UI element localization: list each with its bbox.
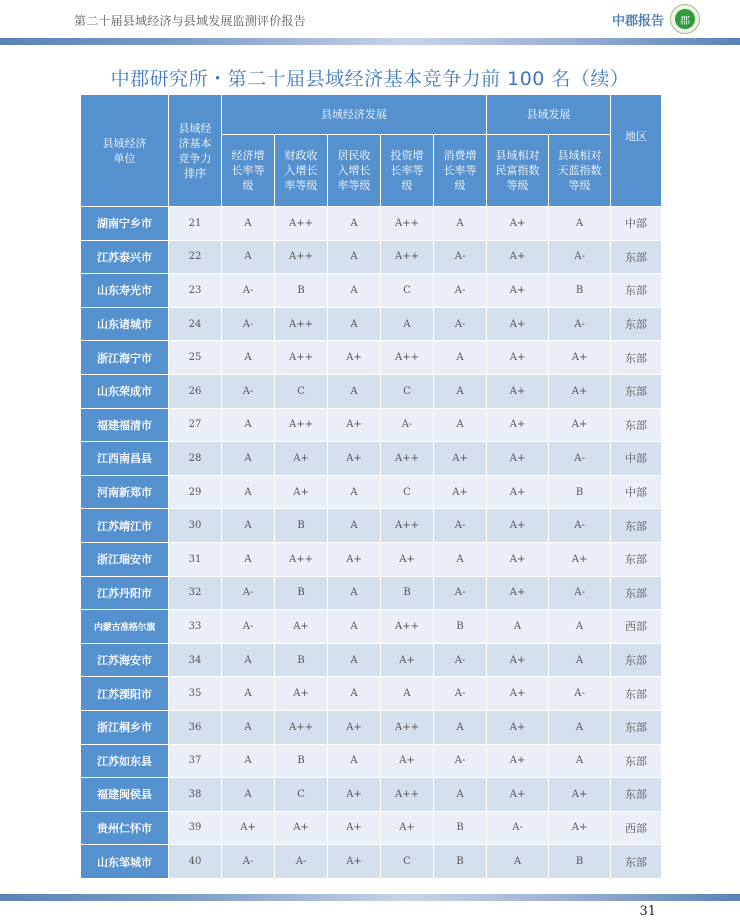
rank-cell: 29 (169, 475, 222, 509)
grade-cell: A (222, 778, 275, 812)
col-header-region: 地区 (611, 95, 662, 207)
county-name: 山东寿光市 (81, 274, 169, 308)
grade-cell: A- (222, 374, 275, 408)
county-name: 浙江瑞安市 (81, 542, 169, 576)
county-name: 福建闽侯县 (81, 778, 169, 812)
page-number: 31 (639, 904, 656, 919)
region-cell: 东部 (611, 408, 662, 442)
col-header-label: 县域相对天蓝指数等级 (557, 149, 602, 192)
grade-cell: A++ (275, 408, 328, 442)
county-name: 江苏溧阳市 (81, 677, 169, 711)
grade-cell: A- (549, 240, 611, 274)
region-cell: 东部 (611, 240, 662, 274)
grade-cell: A (434, 710, 487, 744)
region-cell: 中部 (611, 442, 662, 476)
rank-cell: 27 (169, 408, 222, 442)
grade-cell: A- (549, 307, 611, 341)
region-cell: 东部 (611, 576, 662, 610)
grade-cell: A++ (381, 710, 434, 744)
table-row (81, 374, 662, 408)
grade-cell: A+ (487, 442, 549, 476)
col-header-label: 财政收入增长率等级 (284, 149, 318, 192)
grade-cell: A (222, 442, 275, 476)
report-series-title: 第二十届县域经济与县域发展监测评价报告 (74, 14, 306, 28)
table-row (81, 576, 662, 610)
grade-cell: A+ (549, 778, 611, 812)
grade-cell: A+ (328, 845, 381, 879)
grade-cell: A- (222, 274, 275, 308)
table-row (81, 442, 662, 476)
grade-cell: A++ (275, 542, 328, 576)
grade-cell: A (328, 643, 381, 677)
grade-cell: A (222, 408, 275, 442)
grade-cell: A (328, 475, 381, 509)
grade-cell: A+ (549, 374, 611, 408)
table-row (81, 408, 662, 442)
ranking-table (80, 94, 662, 879)
region-cell: 东部 (611, 274, 662, 308)
grade-cell: A++ (381, 207, 434, 241)
grade-cell: A+ (328, 811, 381, 845)
grade-cell: A- (434, 576, 487, 610)
grade-cell: A (328, 207, 381, 241)
page-title: 中郡研究所・第二十届县域经济基本竞争力前 100 名（续） (110, 68, 630, 90)
grade-cell: C (275, 374, 328, 408)
county-name: 湖南宁乡市 (81, 207, 169, 241)
brand (612, 4, 700, 34)
region-cell: 东部 (611, 845, 662, 879)
grade-cell: A (328, 274, 381, 308)
grade-cell: A+ (549, 811, 611, 845)
col-header-consumption-growth (434, 135, 487, 207)
grade-cell: A+ (328, 442, 381, 476)
table-row (81, 542, 662, 576)
grade-cell: A+ (381, 643, 434, 677)
col-header-economic-growth (222, 135, 275, 207)
grade-cell: A- (275, 845, 328, 879)
grade-cell: A+ (275, 677, 328, 711)
grade-cell: A+ (487, 475, 549, 509)
grade-cell: A (487, 610, 549, 644)
grade-cell: A+ (549, 542, 611, 576)
grade-cell: A+ (222, 811, 275, 845)
rank-cell: 23 (169, 274, 222, 308)
region-cell: 东部 (611, 307, 662, 341)
grade-cell: A- (222, 307, 275, 341)
grade-cell: A+ (487, 374, 549, 408)
table-row (81, 274, 662, 308)
grade-cell: A+ (275, 811, 328, 845)
grade-cell: B (434, 811, 487, 845)
rank-cell: 24 (169, 307, 222, 341)
grade-cell: C (381, 374, 434, 408)
grade-cell: A (222, 710, 275, 744)
col-header-rank-label: 县域经济基本竞争力排序 (178, 121, 212, 180)
county-name: 福建福清市 (81, 408, 169, 442)
table-row (81, 710, 662, 744)
grade-cell: A+ (275, 475, 328, 509)
grade-cell: A (222, 341, 275, 375)
county-name: 河南新郑市 (81, 475, 169, 509)
region-cell: 东部 (611, 374, 662, 408)
grade-cell: A (328, 240, 381, 274)
grade-cell: A+ (487, 240, 549, 274)
grade-cell: A+ (487, 677, 549, 711)
region-cell: 东部 (611, 778, 662, 812)
region-cell: 中部 (611, 207, 662, 241)
grade-cell: A (222, 207, 275, 241)
grade-cell: A (222, 643, 275, 677)
grade-cell: A+ (275, 442, 328, 476)
county-name: 江苏泰兴市 (81, 240, 169, 274)
group-header-economy: 县域经济发展 (222, 95, 487, 135)
grade-cell: A (328, 307, 381, 341)
grade-cell: A- (549, 442, 611, 476)
zhongjun-seal-icon (670, 4, 700, 34)
grade-cell: B (275, 509, 328, 543)
grade-cell: A (381, 307, 434, 341)
grade-cell: A- (434, 274, 487, 308)
county-name: 山东邹城市 (81, 845, 169, 879)
grade-cell: A+ (487, 643, 549, 677)
grade-cell: A (549, 610, 611, 644)
group-header-development: 县域发展 (487, 95, 611, 135)
grade-cell: A- (222, 610, 275, 644)
rank-cell: 32 (169, 576, 222, 610)
grade-cell: A+ (487, 341, 549, 375)
rank-cell: 40 (169, 845, 222, 879)
grade-cell: A+ (328, 710, 381, 744)
grade-cell: A+ (434, 475, 487, 509)
grade-cell: A+ (381, 542, 434, 576)
grade-cell: A (434, 778, 487, 812)
grade-cell: A++ (275, 341, 328, 375)
col-header-income-growth (328, 135, 381, 207)
region-cell: 东部 (611, 710, 662, 744)
col-header-wealth-index (487, 135, 549, 207)
grade-cell: B (549, 274, 611, 308)
table-row (81, 677, 662, 711)
grade-cell: B (549, 845, 611, 879)
rank-cell: 35 (169, 677, 222, 711)
grade-cell: A (328, 509, 381, 543)
grade-cell: A (328, 677, 381, 711)
table-row (81, 811, 662, 845)
grade-cell: A (328, 374, 381, 408)
col-header-fiscal-growth (275, 135, 328, 207)
grade-cell: A++ (381, 442, 434, 476)
grade-cell: B (434, 610, 487, 644)
grade-cell: A+ (381, 811, 434, 845)
table-row (81, 845, 662, 879)
rank-cell: 34 (169, 643, 222, 677)
grade-cell: B (275, 744, 328, 778)
grade-cell: B (275, 643, 328, 677)
footer-divider (0, 894, 740, 901)
grade-cell: A (222, 744, 275, 778)
rank-cell: 33 (169, 610, 222, 644)
grade-cell: A (381, 677, 434, 711)
table-row (81, 240, 662, 274)
county-name: 浙江海宁市 (81, 341, 169, 375)
grade-cell: A+ (487, 744, 549, 778)
grade-cell: A- (434, 744, 487, 778)
col-header-label: 经济增长率等级 (231, 149, 265, 192)
grade-cell: A+ (487, 576, 549, 610)
grade-cell: A++ (275, 207, 328, 241)
county-name: 山东诸城市 (81, 307, 169, 341)
table-row (81, 744, 662, 778)
county-name: 内蒙古准格尔旗 (81, 610, 169, 644)
grade-cell: A- (434, 677, 487, 711)
county-name: 江西南昌县 (81, 442, 169, 476)
grade-cell: A (222, 475, 275, 509)
grade-cell: A- (381, 408, 434, 442)
grade-cell: A+ (275, 610, 328, 644)
grade-cell: A (487, 845, 549, 879)
grade-cell: A++ (381, 341, 434, 375)
region-cell: 中部 (611, 475, 662, 509)
grade-cell: A++ (381, 610, 434, 644)
grade-cell: A- (549, 576, 611, 610)
col-header-unit (81, 95, 169, 207)
grade-cell: C (381, 274, 434, 308)
rank-cell: 25 (169, 341, 222, 375)
grade-cell: A- (434, 643, 487, 677)
grade-cell: A++ (275, 307, 328, 341)
grade-cell: A+ (487, 542, 549, 576)
region-cell: 东部 (611, 542, 662, 576)
county-name: 浙江桐乡市 (81, 710, 169, 744)
table-row (81, 610, 662, 644)
grade-cell: B (275, 274, 328, 308)
grade-cell: A (434, 542, 487, 576)
grade-cell: A- (434, 307, 487, 341)
grade-cell: A+ (328, 778, 381, 812)
grade-cell: A+ (487, 509, 549, 543)
grade-cell: A+ (328, 341, 381, 375)
rank-cell: 30 (169, 509, 222, 543)
county-name: 江苏如东县 (81, 744, 169, 778)
county-name: 江苏靖江市 (81, 509, 169, 543)
grade-cell: B (275, 576, 328, 610)
table-row (81, 778, 662, 812)
grade-cell: A+ (487, 778, 549, 812)
col-header-unit-label: 县域经济单位 (102, 136, 147, 165)
table-row (81, 307, 662, 341)
col-header-label: 居民收入增长率等级 (337, 149, 371, 192)
grade-cell: A (549, 643, 611, 677)
grade-cell: A+ (328, 542, 381, 576)
grade-cell: C (275, 778, 328, 812)
grade-cell: A (222, 509, 275, 543)
grade-cell: A- (222, 845, 275, 879)
grade-cell: A (434, 408, 487, 442)
grade-cell: A+ (549, 341, 611, 375)
grade-cell: A++ (275, 710, 328, 744)
grade-cell: A (222, 542, 275, 576)
table-row (81, 341, 662, 375)
col-header-label: 消费增长率等级 (443, 149, 477, 192)
region-cell: 东部 (611, 744, 662, 778)
grade-cell: A+ (487, 274, 549, 308)
rank-cell: 39 (169, 811, 222, 845)
region-cell: 东部 (611, 509, 662, 543)
brand-name: 中郡报告 (611, 13, 664, 29)
grade-cell: A++ (275, 240, 328, 274)
region-cell: 东部 (611, 677, 662, 711)
grade-cell: A- (549, 677, 611, 711)
grade-cell: A- (222, 576, 275, 610)
table-row (81, 509, 662, 543)
grade-cell: A- (434, 509, 487, 543)
grade-cell: A- (549, 509, 611, 543)
region-cell: 西部 (611, 610, 662, 644)
grade-cell: A (434, 374, 487, 408)
col-header-rank (169, 95, 222, 207)
region-cell: 东部 (611, 341, 662, 375)
grade-cell: A (434, 207, 487, 241)
rank-cell: 26 (169, 374, 222, 408)
grade-cell: C (381, 845, 434, 879)
region-cell: 东部 (611, 643, 662, 677)
grade-cell: A+ (328, 408, 381, 442)
grade-cell: A (549, 744, 611, 778)
grade-cell: A (549, 710, 611, 744)
grade-cell: A (222, 240, 275, 274)
col-header-label: 县域相对民富指数等级 (495, 149, 540, 192)
table-row (81, 643, 662, 677)
grade-cell: A+ (487, 207, 549, 241)
county-name: 山东荣成市 (81, 374, 169, 408)
grade-cell: A+ (487, 408, 549, 442)
grade-cell: A- (434, 240, 487, 274)
grade-cell: C (381, 475, 434, 509)
rank-cell: 28 (169, 442, 222, 476)
grade-cell: A (222, 677, 275, 711)
rank-cell: 36 (169, 710, 222, 744)
grade-cell: A+ (487, 710, 549, 744)
grade-cell: A (328, 610, 381, 644)
grade-cell: A+ (434, 442, 487, 476)
grade-cell: B (381, 576, 434, 610)
grade-cell: A++ (381, 509, 434, 543)
rank-cell: 37 (169, 744, 222, 778)
grade-cell: A++ (381, 778, 434, 812)
seal-char: 郡 (675, 9, 695, 29)
rank-cell: 22 (169, 240, 222, 274)
grade-cell: A+ (549, 408, 611, 442)
county-name: 江苏丹阳市 (81, 576, 169, 610)
rank-cell: 38 (169, 778, 222, 812)
grade-cell: A++ (381, 240, 434, 274)
table-row (81, 475, 662, 509)
grade-cell: A+ (487, 307, 549, 341)
rank-cell: 21 (169, 207, 222, 241)
col-header-investment-growth (381, 135, 434, 207)
grade-cell: A+ (381, 744, 434, 778)
grade-cell: A (549, 207, 611, 241)
table-row (81, 207, 662, 241)
grade-cell: B (434, 845, 487, 879)
county-name: 江苏海安市 (81, 643, 169, 677)
grade-cell: B (549, 475, 611, 509)
col-header-label: 投资增长率等级 (390, 149, 424, 192)
county-name: 贵州仁怀市 (81, 811, 169, 845)
rank-cell: 31 (169, 542, 222, 576)
col-header-bluesky-index (549, 135, 611, 207)
region-cell: 西部 (611, 811, 662, 845)
grade-cell: A (328, 744, 381, 778)
table-body (81, 207, 662, 879)
grade-cell: A (434, 341, 487, 375)
grade-cell: A (328, 576, 381, 610)
header-divider (0, 38, 740, 45)
grade-cell: A- (487, 811, 549, 845)
